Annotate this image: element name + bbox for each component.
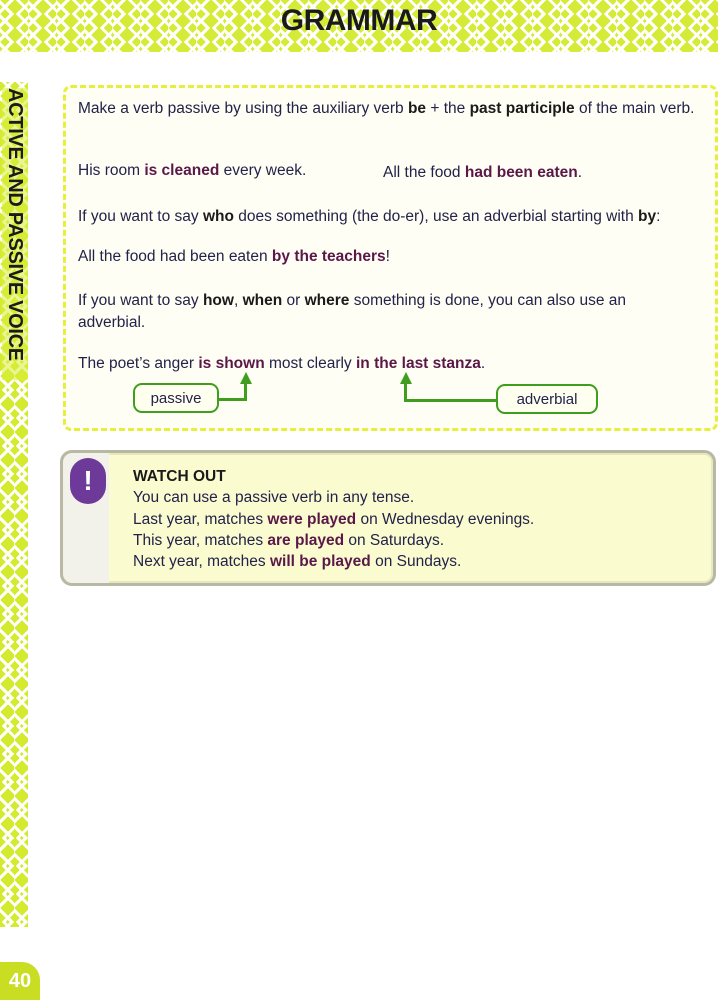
text: All the food	[383, 164, 465, 181]
highlight-adverbial: in the last stanza	[356, 355, 481, 372]
text: Next year, matches	[133, 553, 270, 570]
text: If you want to say	[78, 208, 203, 225]
keyword: where	[304, 292, 350, 309]
keyword: past participle	[469, 100, 575, 117]
text: on Wednesday evenings.	[356, 511, 535, 528]
rule-who	[78, 206, 718, 228]
connector-line	[219, 398, 247, 401]
text: .	[577, 164, 583, 181]
highlight-passive: is shown	[198, 355, 265, 372]
example-had-been-eaten	[383, 162, 582, 184]
watch-out-example	[133, 530, 444, 552]
example-is-cleaned	[78, 160, 306, 182]
keyword: be	[407, 100, 427, 117]
text: on Sundays.	[370, 553, 462, 570]
text: on Saturdays.	[344, 532, 445, 549]
text: ,	[233, 292, 243, 309]
callout-adverbial	[496, 384, 598, 414]
text: or	[282, 292, 305, 309]
text: The poet’s anger	[78, 355, 199, 372]
callout-passive	[133, 383, 219, 413]
watch-out-example	[133, 509, 534, 531]
exclamation-icon: !	[70, 458, 106, 504]
connector-line	[244, 382, 247, 401]
text: something is done, you can also use an adverbial.	[78, 292, 626, 331]
highlight: had been eaten	[464, 164, 578, 181]
example-by-the-teachers	[78, 246, 390, 268]
text: of the main verb.	[574, 100, 695, 117]
example-poets-anger	[78, 353, 485, 375]
text: This year, matches	[133, 532, 268, 549]
arrow-up-icon	[400, 372, 412, 384]
text: does something (the do-er), use an adverbial starting with	[233, 208, 639, 225]
callout-label: passive	[150, 389, 202, 407]
text: every week.	[219, 162, 307, 179]
highlight: are played	[267, 532, 345, 549]
text: His room	[78, 162, 145, 179]
highlight: by the teachers	[271, 248, 386, 265]
keyword: by	[638, 208, 657, 225]
text: most clearly	[264, 355, 356, 372]
text: :	[656, 208, 661, 225]
keyword: how	[202, 292, 234, 309]
page-number: 40	[0, 962, 40, 1000]
text: All the food had been eaten	[78, 248, 272, 265]
text: Last year, matches	[133, 511, 268, 528]
rule-how-when-where	[78, 290, 678, 334]
arrow-up-icon	[240, 372, 252, 384]
text: Make a verb passive by using the auxiliary verb	[78, 100, 408, 117]
rule-passive-formation	[78, 98, 698, 120]
connector-line	[404, 382, 407, 402]
watch-out-title: WATCH OUT	[133, 468, 226, 485]
text: !	[385, 248, 390, 265]
keyword: when	[242, 292, 283, 309]
text: .	[480, 355, 486, 372]
section-title: ACTIVE AND PASSIVE VOICE	[2, 88, 28, 380]
text: + the	[426, 100, 470, 117]
highlight: is cleaned	[144, 162, 220, 179]
watch-out-line: You can use a passive verb in any tense.	[133, 489, 415, 506]
highlight: will be played	[269, 553, 371, 570]
callout-label: adverbial	[516, 390, 578, 408]
page-title: GRAMMAR	[280, 4, 438, 37]
connector-line	[404, 399, 496, 402]
highlight: were played	[267, 511, 357, 528]
text: If you want to say	[78, 292, 203, 309]
keyword: who	[202, 208, 234, 225]
watch-out-example	[133, 551, 461, 573]
